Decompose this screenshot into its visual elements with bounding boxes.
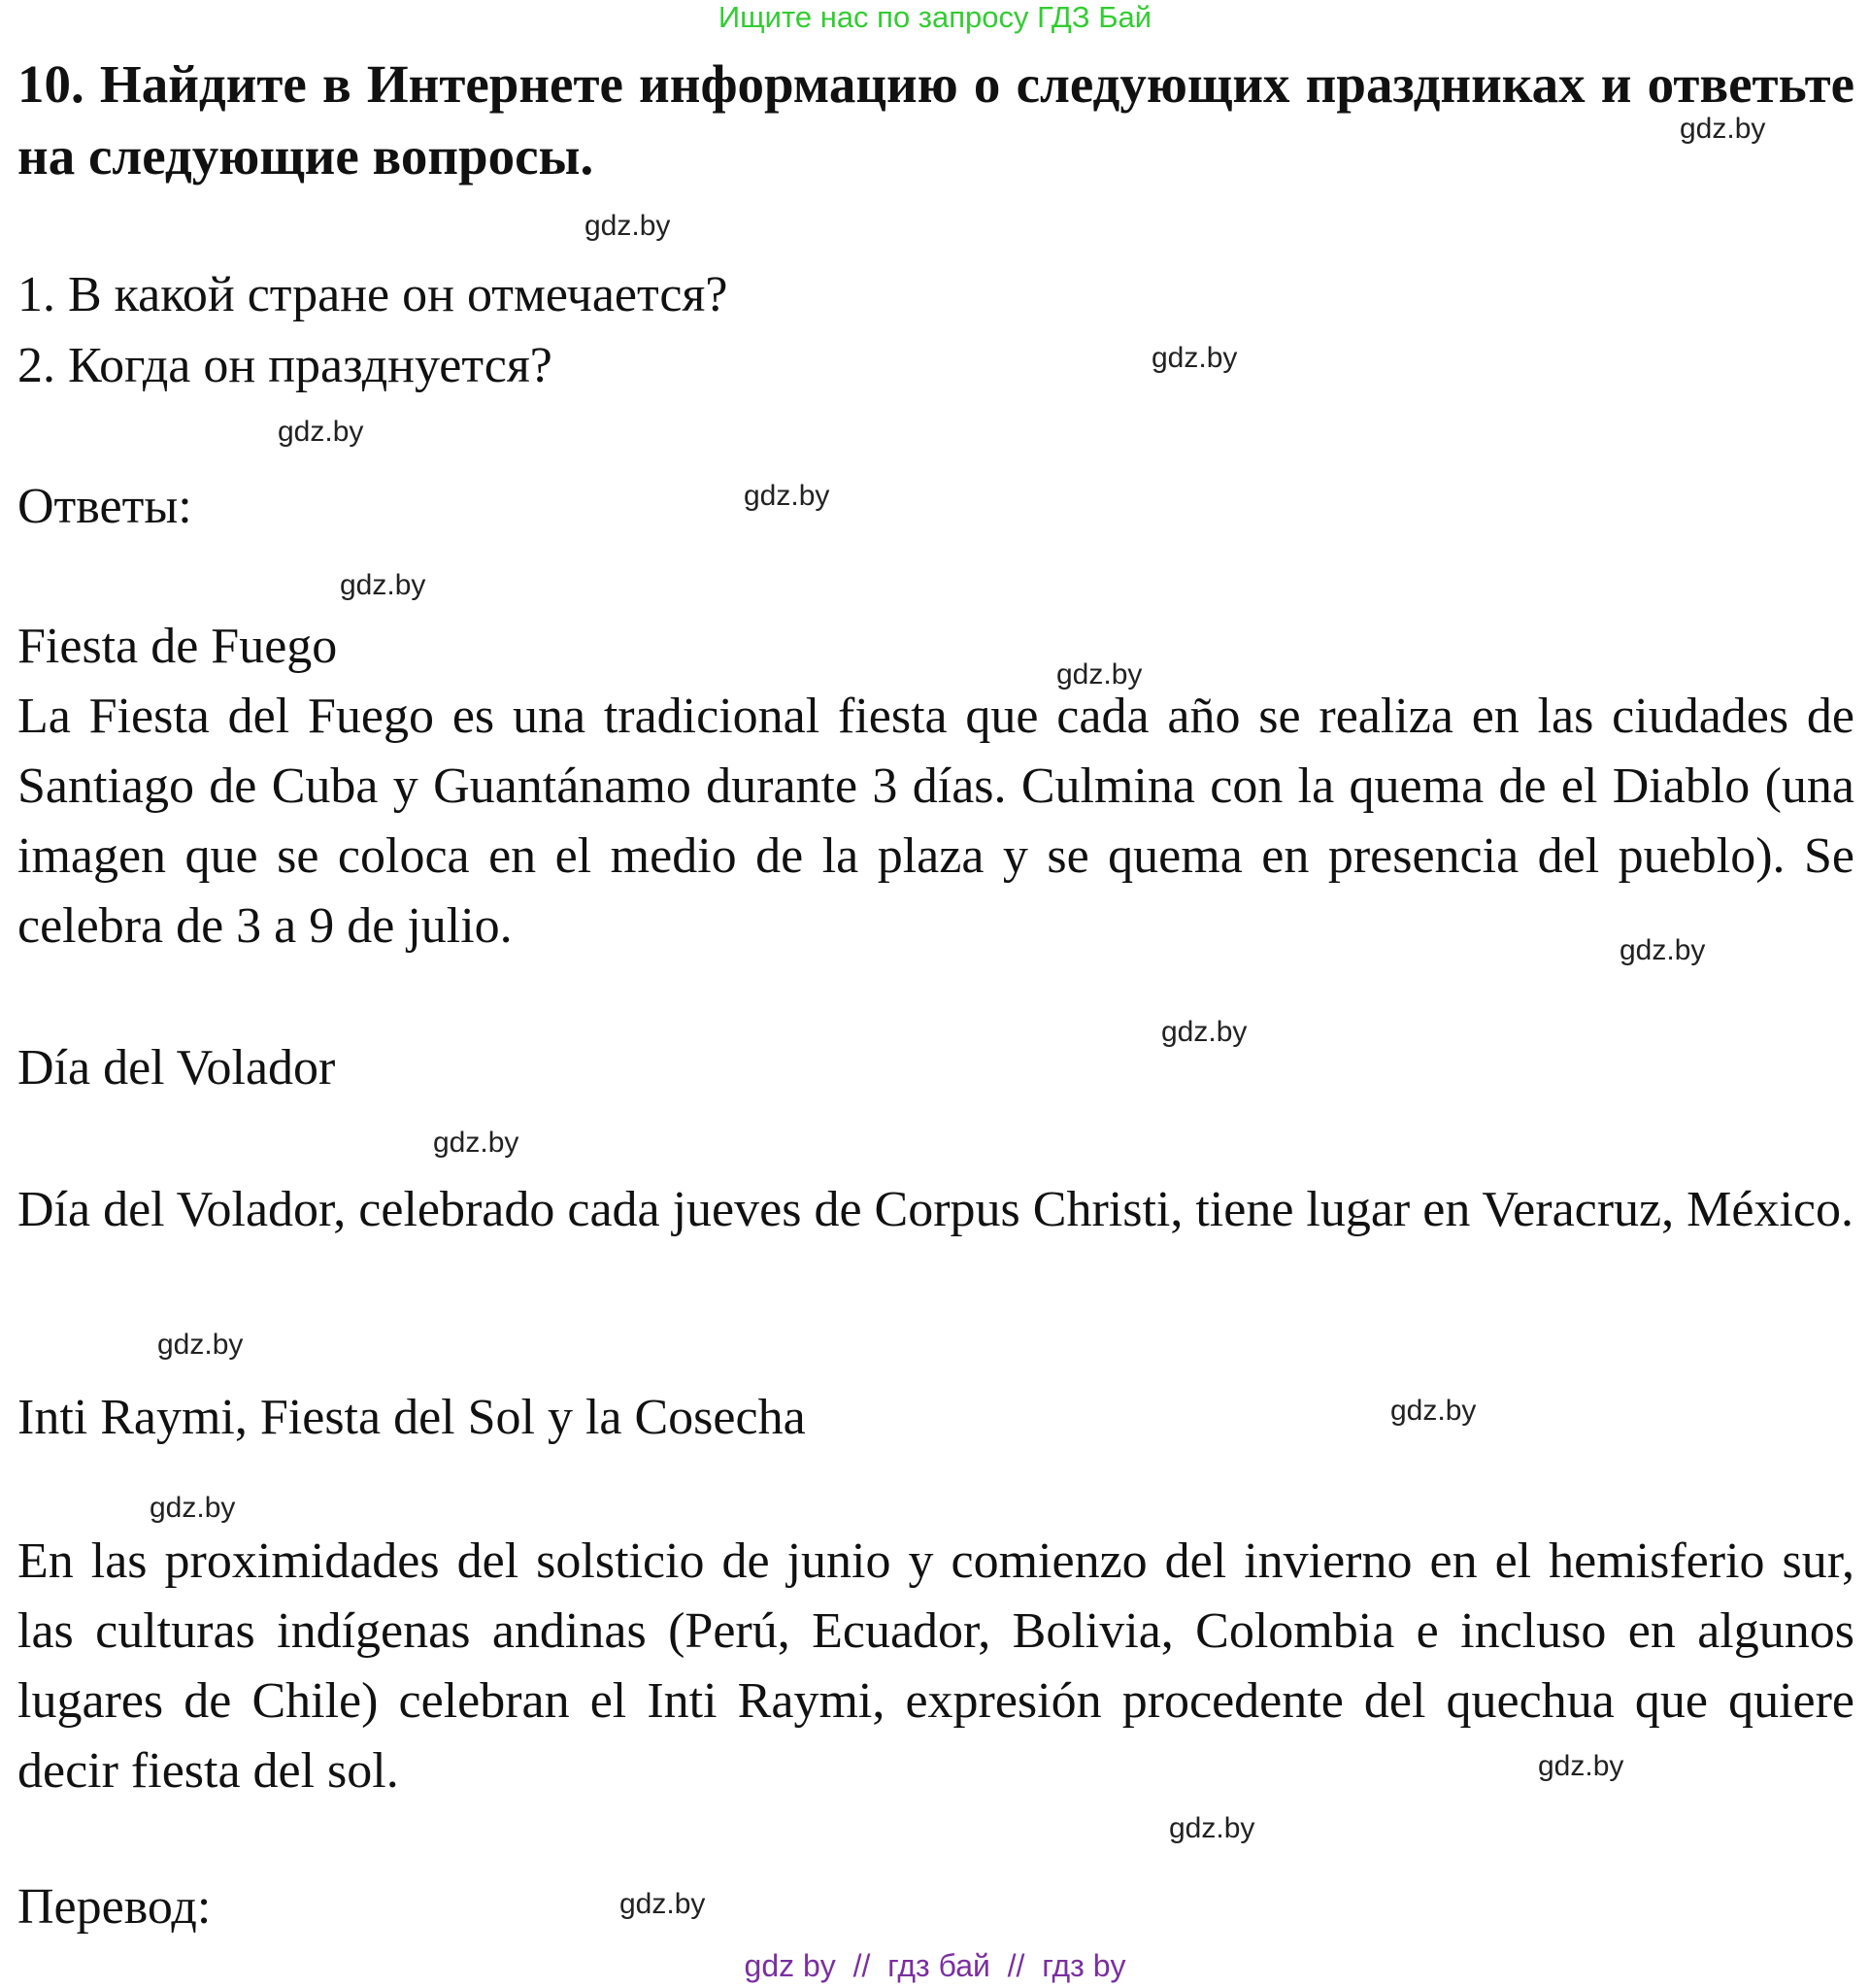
watermark: gdz.by (157, 1329, 244, 1361)
watermark: gdz.by (1161, 1016, 1248, 1048)
section-text-dia-del-volador: Día del Volador, celebrado cada jueves de Corpus Christi, tiene lugar en Veracruz, México. (17, 1182, 1853, 1237)
watermark: gdz.by (584, 210, 671, 242)
answers-label: Ответы: (17, 479, 192, 534)
watermark: gdz.by (744, 480, 830, 512)
watermark: gdz.by (340, 569, 426, 601)
section-title-inti-raymi: Inti Raymi, Fiesta del Sol y la Cosecha (17, 1390, 806, 1445)
watermark: gdz.by (433, 1127, 519, 1159)
watermark: gdz.by (1538, 1750, 1624, 1782)
section-text-inti-raymi: En las proximidades del solsticio de junio y comienzo del invierno en el hemisferio sur, las culturas indígenas andinas (Perú, Ecuador, Bolivia, Colombia e incluso en algunos lugares de Chile) celebran el Inti Raymi, expresión procedente del quechua que quiere decir fiesta del sol. (17, 1533, 1854, 1799)
watermark: gdz.by (1390, 1395, 1477, 1427)
watermark: gdz.by (278, 416, 364, 448)
top-banner[interactable]: Ищите нас по запросу ГДЗ Бай (718, 0, 1152, 34)
question-2: 2. Когда он празднуется? (17, 338, 552, 393)
watermark: gdz.by (1680, 113, 1766, 145)
section-title-fiesta-de-fuego: Fiesta de Fuego (17, 619, 338, 674)
section-text-fiesta-de-fuego: La Fiesta del Fuego es una tradicional fiesta que cada año se realiza en las ciudades de Santiago de Cuba y Guantánamo durante 3 días. Culmina con la quema de el Diablo (una imagen que se coloca en el medio de la plaza y se quema en presencia del pueblo). Se celebra de 3 a 9 de julio. (17, 689, 1854, 954)
translation-label: Перевод: (17, 1879, 212, 1935)
watermark: gdz.by (1169, 1812, 1255, 1844)
watermark: gdz.by (1056, 658, 1143, 691)
watermark: gdz.by (1620, 934, 1706, 966)
question-1: 1. В какой стране он отмечается? (17, 267, 728, 322)
footer-links[interactable]: gdz by // гдз бай // гдз by (744, 1948, 1126, 1983)
watermark: gdz.by (1152, 342, 1238, 374)
watermark: gdz.by (619, 1888, 706, 1920)
section-title-dia-del-volador: Día del Volador (17, 1040, 336, 1095)
task-heading: 10. Найдите в Интернете информацию о следующих праздниках и ответьте на следующие вопросы. (17, 54, 1854, 185)
watermark: gdz.by (150, 1492, 236, 1524)
